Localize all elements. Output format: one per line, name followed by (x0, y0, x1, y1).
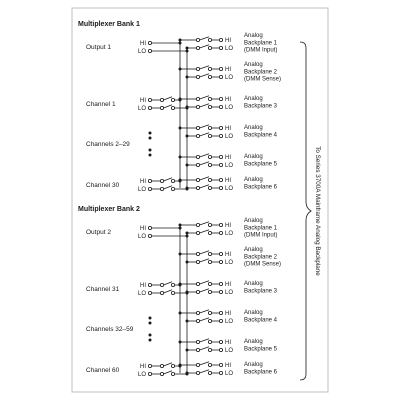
bank2-backplane-3-label-line-1: Analog (244, 281, 263, 287)
bank2-backplane-4-lo-terminal (219, 319, 222, 322)
bank2-backplane-2-label-line-1: Analog (244, 247, 263, 253)
bank1-backplane-2-hi-switch-contact-a (196, 67, 199, 70)
bank1-input-3-ellipsis-dot-3 (149, 149, 152, 152)
bank1-input-1-lo-terminal (148, 49, 151, 52)
bank1-backplane-3-lo-terminal (219, 105, 222, 108)
bank1-backplane-4-lo-switch-contact-b (208, 134, 211, 137)
bank1-backplane-1-hi-junction (179, 39, 182, 42)
bank2-backplane-4-hi-switch-contact-a (196, 311, 199, 314)
bank1-backplane-4-hi-switch-contact-a (196, 126, 199, 129)
bank2-backplane-3-hi-switch-contact-b (208, 282, 211, 285)
bank1-input-4-hi-junction (179, 180, 182, 183)
backplane-side-label: To Series 3700A Mainframe Analog Backplane (314, 146, 321, 276)
bank1-input-4-hi-switch-contact-b (171, 179, 174, 182)
bank1-backplane-4-lo-switch-contact-a (196, 134, 199, 137)
bank1-backplane-5-lo-switch-contact-b (208, 163, 211, 166)
bank2-backplane-5-label-line-2: Backplane 5 (244, 346, 278, 353)
bank2-input-4-hi-label: HI (140, 364, 146, 370)
diagram-frame (72, 8, 328, 392)
bank1-backplane-3-lo-label: LO (225, 105, 234, 111)
bank1-input-2-lo-label: LO (137, 106, 146, 112)
bank1-backplane-1-lo-junction (186, 47, 189, 50)
bank2-backplane-1-lo-junction (186, 232, 189, 235)
bank2-input-4-lo-label: LO (137, 372, 146, 378)
bank2-backplane-4-lo-junction (186, 320, 189, 323)
bank1-backplane-1-lo-label: LO (225, 46, 234, 52)
bank2-backplane-1-hi-switch-contact-a (196, 223, 199, 226)
bank2-input-2-hi-junction (179, 284, 182, 287)
bank2-backplane-6-hi-label: HI (225, 363, 231, 369)
bank1-backplane-4-hi-junction (179, 127, 182, 130)
bank1-backplane-4-lo-junction (186, 135, 189, 138)
bank2-backplane-1-hi-terminal (219, 223, 222, 226)
bank1-backplane-5-hi-switch-contact-a (196, 155, 199, 158)
bank1-backplane-1-lo-switch-contact-a (196, 46, 199, 49)
bank1-backplane-1-hi-terminal (219, 38, 222, 41)
bank1-input-1-hi-label: HI (140, 41, 146, 47)
bank2-backplane-5-lo-terminal (219, 348, 222, 351)
bank1-backplane-1-label-line-3: (DMM Input) (244, 47, 278, 54)
bank2-input-1-hi-junction (179, 227, 182, 230)
bank2-backplane-5-hi-switch-contact-b (208, 340, 211, 343)
bank1-backplane-1-label-line-2: Backplane 1 (244, 40, 278, 47)
bank2-backplane-2-label-line-3: (DMM Sense) (244, 261, 282, 268)
bank2-input-1-lo-label: LO (137, 234, 146, 240)
bank1-backplane-1-hi-label: HI (225, 38, 231, 44)
bank2-backplane-1-lo-switch-contact-a (196, 231, 199, 234)
bank2-backplane-3-hi-terminal (219, 282, 222, 285)
bank1-backplane-2-hi-label: HI (225, 67, 231, 73)
bank2-backplane-6-hi-terminal (219, 363, 222, 366)
bank1-input-4-lo-junction (186, 188, 189, 191)
bank2-input-1-hi-terminal (148, 226, 151, 229)
bank2-backplane-1-hi-junction (179, 224, 182, 227)
bank2-backplane-1-label-line-3: (DMM Input) (244, 232, 278, 239)
bank2-input-3-ellipsis-dot-3 (149, 334, 152, 337)
bank2-backplane-2-lo-switch-contact-b (208, 260, 211, 263)
bank1-input-2-lo-switch-contact-b (171, 106, 174, 109)
bank1-backplane-6-hi-switch-contact-a (196, 178, 199, 181)
bank1-backplane-2-hi-terminal (219, 67, 222, 70)
bank1-input-4-lo-switch-contact-a (160, 187, 163, 190)
bank1-backplane-2-lo-terminal (219, 75, 222, 78)
bank1-input-1-lo-junction (186, 50, 189, 53)
bank1-title: Multiplexer Bank 1 (78, 21, 140, 28)
bank2-input-2-lo-terminal (148, 291, 151, 294)
bank2-backplane-1-hi-label: HI (225, 223, 231, 229)
bank2-backplane-6-lo-terminal (219, 371, 222, 374)
bank1-backplane-4-hi-terminal (219, 126, 222, 129)
bank2-backplane-4-hi-label: HI (225, 311, 231, 317)
bank2-backplane-2-lo-label: LO (225, 260, 234, 266)
bank2-backplane-5-lo-junction (186, 349, 189, 352)
bank1-backplane-5-hi-label: HI (225, 155, 231, 161)
bank2-backplane-2-hi-junction (179, 253, 182, 256)
bank1-input-4-label: Channel 30 (86, 182, 120, 189)
bank1-backplane-5-hi-junction (179, 156, 182, 159)
bank2-backplane-5-label-line-1: Analog (244, 339, 263, 345)
bank2-input-1-lo-terminal (148, 234, 151, 237)
bank2-backplane-5-lo-switch-contact-a (196, 348, 199, 351)
bank2-backplane-2-label-line-2: Backplane 2 (244, 254, 278, 261)
bank1-backplane-2-lo-junction (186, 76, 189, 79)
bank1-backplane-6-hi-terminal (219, 178, 222, 181)
bank1-input-3-ellipsis-dot-4 (149, 154, 152, 157)
bank2-backplane-5-hi-switch-contact-a (196, 340, 199, 343)
bank2-input-1-hi-label: HI (140, 226, 146, 232)
bank1-backplane-3-hi-switch-contact-b (208, 97, 211, 100)
bank1-input-4-hi-switch-contact-a (160, 179, 163, 182)
bank2-backplane-6-label-line-1: Analog (244, 362, 263, 368)
bank1-input-4-lo-label: LO (137, 187, 146, 193)
bank2-input-4-lo-switch-contact-b (171, 372, 174, 375)
bank2-input-2-lo-junction (186, 292, 189, 295)
bank1-input-2-lo-junction (186, 107, 189, 110)
bank2-backplane-3-lo-switch-contact-a (196, 290, 199, 293)
bank1-backplane-2-lo-switch-contact-b (208, 75, 211, 78)
bank2-backplane-2-hi-switch-contact-b (208, 252, 211, 255)
bank1-backplane-6-lo-label: LO (225, 186, 234, 192)
bank1-backplane-2-hi-switch-contact-b (208, 67, 211, 70)
bank2-input-4-label: Channel 60 (86, 367, 120, 374)
bank1-backplane-1-hi-switch-contact-b (208, 38, 211, 41)
bank2-input-2-hi-terminal (148, 283, 151, 286)
bank2-backplane-4-lo-switch-contact-a (196, 319, 199, 322)
bank1-backplane-4-label-line-1: Analog (244, 125, 263, 131)
bank1-input-4-hi-terminal (148, 179, 151, 182)
bank1-backplane-1-label-line-1: Analog (244, 33, 263, 39)
bank2-backplane-4-label-line-1: Analog (244, 310, 263, 316)
bank1-input-2-hi-switch-contact-b (171, 98, 174, 101)
bank2-input-2-hi-switch-contact-b (171, 283, 174, 286)
bank1-input-2-hi-label: HI (140, 98, 146, 104)
bank1-backplane-4-hi-label: HI (225, 126, 231, 132)
bank1-backplane-2-lo-switch-contact-a (196, 75, 199, 78)
bank2-input-2-hi-switch-contact-a (160, 283, 163, 286)
bank2-backplane-6-lo-switch-contact-b (208, 371, 211, 374)
bank1-input-2-hi-switch-contact-a (160, 98, 163, 101)
bank2-input-3-label: Channels 32–59 (86, 326, 134, 333)
bank1-backplane-1-lo-terminal (219, 46, 222, 49)
bank2-input-2-lo-switch-contact-b (171, 291, 174, 294)
bank2-backplane-5-hi-junction (179, 341, 182, 344)
bank2-backplane-3-lo-label: LO (225, 290, 234, 296)
bank2-backplane-3-hi-switch-contact-a (196, 282, 199, 285)
bank1-input-3-ellipsis-dot-1 (149, 132, 152, 135)
bank2-backplane-3-hi-label: HI (225, 282, 231, 288)
bank1-backplane-4-hi-switch-contact-b (208, 126, 211, 129)
bank1-backplane-6-lo-switch-contact-b (208, 186, 211, 189)
bank1-input-3-ellipsis-dot-2 (149, 137, 152, 140)
bank2-backplane-1-label-line-2: Backplane 1 (244, 225, 278, 232)
bank2-backplane-6-lo-switch-contact-a (196, 371, 199, 374)
bank1-backplane-4-label-line-2: Backplane 4 (244, 132, 278, 139)
bank2-backplane-4-hi-terminal (219, 311, 222, 314)
bank1-input-2-lo-switch-contact-a (160, 106, 163, 109)
bank1-input-1-lo-label: LO (137, 49, 146, 55)
bank2-input-2-hi-label: HI (140, 283, 146, 289)
bank2-backplane-1-lo-switch-contact-b (208, 231, 211, 234)
bank1-backplane-6-label-line-2: Backplane 6 (244, 184, 278, 191)
bank1-backplane-3-hi-terminal (219, 97, 222, 100)
bank1-input-2-label: Channel 1 (86, 101, 116, 108)
bank2-backplane-4-hi-junction (179, 312, 182, 315)
bank2-backplane-2-hi-switch-contact-a (196, 252, 199, 255)
bank2-input-2-label: Channel 31 (86, 286, 120, 293)
bank2-backplane-6-label-line-2: Backplane 6 (244, 369, 278, 376)
bank1-backplane-3-lo-switch-contact-b (208, 105, 211, 108)
bank1-backplane-5-label-line-1: Analog (244, 154, 263, 160)
bank2-backplane-4-lo-switch-contact-b (208, 319, 211, 322)
bank2-input-2-lo-label: LO (137, 291, 146, 297)
bank1-backplane-3-hi-switch-contact-a (196, 97, 199, 100)
bank1-backplane-2-label-line-1: Analog (244, 62, 263, 68)
bank2-input-1-lo-junction (186, 235, 189, 238)
bank2-input-3-ellipsis-dot-2 (149, 322, 152, 325)
bank2-backplane-2-hi-terminal (219, 252, 222, 255)
bank1-backplane-6-lo-terminal (219, 186, 222, 189)
bank1-input-2-hi-junction (179, 99, 182, 102)
bank2-backplane-5-hi-label: HI (225, 340, 231, 346)
bank1-backplane-5-hi-terminal (219, 155, 222, 158)
bank1-input-1-hi-junction (179, 42, 182, 45)
bank1-backplane-2-lo-label: LO (225, 75, 234, 81)
bank1-backplane-2-hi-junction (179, 68, 182, 71)
bank2-input-4-lo-switch-contact-a (160, 372, 163, 375)
bank1-input-1-label: Output 1 (86, 44, 111, 51)
bank2-input-1-label: Output 2 (86, 229, 111, 236)
bank1-backplane-5-lo-label: LO (225, 163, 234, 169)
bank1-backplane-5-lo-switch-contact-a (196, 163, 199, 166)
bank2-backplane-1-lo-label: LO (225, 231, 234, 237)
bank1-backplane-3-hi-label: HI (225, 97, 231, 103)
bank1-backplane-5-lo-junction (186, 164, 189, 167)
bank2-input-4-hi-junction (179, 365, 182, 368)
bank2-backplane-4-lo-label: LO (225, 319, 234, 325)
bank1-backplane-6-hi-switch-contact-b (208, 178, 211, 181)
bank2-backplane-1-hi-switch-contact-b (208, 223, 211, 226)
bank2-input-2-lo-switch-contact-a (160, 291, 163, 294)
bank2-input-4-hi-terminal (148, 364, 151, 367)
bank2-backplane-2-hi-label: HI (225, 252, 231, 258)
bank2-input-3-ellipsis-dot-1 (149, 317, 152, 320)
bank2-backplane-1-label-line-1: Analog (244, 218, 263, 224)
bank2-backplane-1-lo-terminal (219, 231, 222, 234)
bank1-input-2-lo-terminal (148, 106, 151, 109)
bank1-backplane-5-hi-switch-contact-b (208, 155, 211, 158)
bank2-backplane-5-hi-terminal (219, 340, 222, 343)
bank2-input-4-lo-terminal (148, 372, 151, 375)
bank1-backplane-2-label-line-2: Backplane 2 (244, 69, 278, 76)
bank2-backplane-2-lo-switch-contact-a (196, 260, 199, 263)
bank1-backplane-1-lo-switch-contact-b (208, 46, 211, 49)
bank2-backplane-6-hi-switch-contact-b (208, 363, 211, 366)
bank1-backplane-2-label-line-3: (DMM Sense) (244, 76, 282, 83)
bank2-backplane-3-lo-switch-contact-b (208, 290, 211, 293)
bank2-backplane-6-lo-label: LO (225, 371, 234, 377)
bank1-backplane-5-label-line-2: Backplane 5 (244, 161, 278, 168)
bank1-backplane-4-lo-label: LO (225, 134, 234, 140)
bank1-backplane-3-label-line-1: Analog (244, 96, 263, 102)
bank2-backplane-3-lo-terminal (219, 290, 222, 293)
bank1-input-2-hi-terminal (148, 98, 151, 101)
bank1-input-4-lo-switch-contact-b (171, 187, 174, 190)
bank1-input-1-hi-terminal (148, 41, 151, 44)
bank2-backplane-5-lo-switch-contact-b (208, 348, 211, 351)
bank2-backplane-5-lo-label: LO (225, 348, 234, 354)
bank2-backplane-4-label-line-2: Backplane 4 (244, 317, 278, 324)
bank2-backplane-4-hi-switch-contact-b (208, 311, 211, 314)
bank1-backplane-1-hi-switch-contact-a (196, 38, 199, 41)
bank1-backplane-6-label-line-1: Analog (244, 177, 263, 183)
bank2-backplane-2-lo-terminal (219, 260, 222, 263)
bank1-input-3-label: Channels 2–29 (86, 141, 130, 148)
bank1-backplane-6-lo-switch-contact-a (196, 186, 199, 189)
bank2-backplane-6-hi-switch-contact-a (196, 363, 199, 366)
bank2-input-3-ellipsis-dot-4 (149, 339, 152, 342)
bank1-backplane-4-lo-terminal (219, 134, 222, 137)
bank2-backplane-3-label-line-2: Backplane 3 (244, 288, 278, 295)
bank1-input-4-hi-label: HI (140, 179, 146, 185)
bank2-backplane-2-lo-junction (186, 261, 189, 264)
bank2-input-4-hi-switch-contact-b (171, 364, 174, 367)
bank1-input-4-lo-terminal (148, 187, 151, 190)
bank2-title: Multiplexer Bank 2 (78, 206, 140, 213)
bank1-backplane-3-lo-switch-contact-a (196, 105, 199, 108)
bank2-input-4-hi-switch-contact-a (160, 364, 163, 367)
bank2-input-4-lo-junction (186, 373, 189, 376)
bank1-backplane-6-hi-label: HI (225, 178, 231, 184)
bank1-backplane-5-lo-terminal (219, 163, 222, 166)
bank1-backplane-3-label-line-2: Backplane 3 (244, 103, 278, 110)
